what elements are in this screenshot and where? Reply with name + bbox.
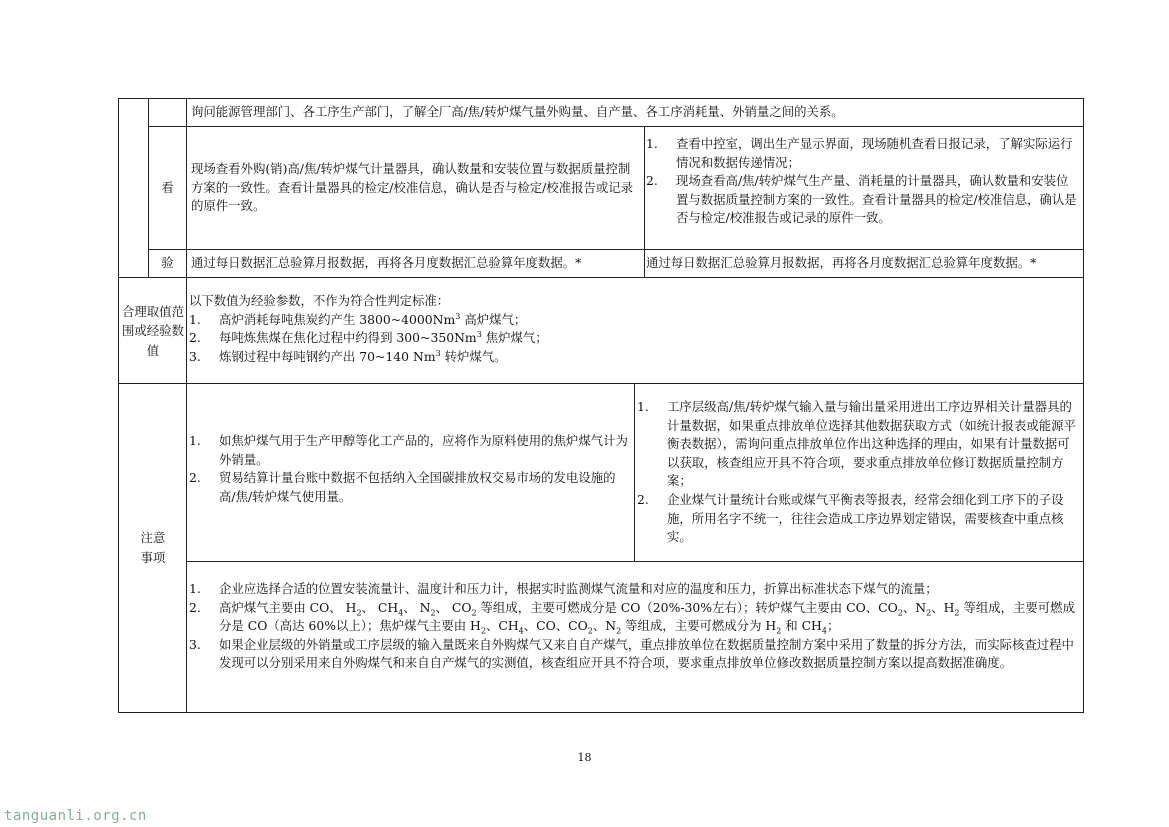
superscript: 3 <box>476 330 482 340</box>
list-item <box>189 311 1079 330</box>
list-text: 企业煤气计量统计台账或煤气平衡表等报表，经常会细化到工序下的子设施，所用名字不统一，往往会造成工序边界划定错误，需要核查中重点核实。 <box>667 492 1064 545</box>
verify-label-cell <box>149 250 186 277</box>
list-item <box>189 599 1079 636</box>
notes-label-cell <box>135 528 171 568</box>
superscript: 3 <box>435 348 441 358</box>
list-number: 2. <box>189 330 201 346</box>
notes-bottom-cell <box>187 580 1083 705</box>
list-number: 3. <box>189 348 201 364</box>
notes-left-cell <box>187 432 633 552</box>
ask-text: 询问能源管理部门、各工序生产部门，了解全厂高/焦/转炉煤气量外购量、自产量、各工序消耗量、外销量之间的关系。 <box>191 104 844 120</box>
list-item <box>189 636 1079 673</box>
list-number: 1. <box>189 581 201 596</box>
verify-right-cell <box>645 250 1083 277</box>
list-text: 贸易结算计量台账中数据不包括纳入全国碳排放权交易市场的发电设施的高/焦/转炉煤气使用量。 <box>219 470 616 504</box>
list-text: 高炉煤气； <box>460 311 527 327</box>
list-number: 1. <box>189 433 201 448</box>
list-text: 每吨炼焦煤在焦化过程中约得到 300~350Nm <box>219 330 477 346</box>
range-list <box>189 311 1079 367</box>
notes-left-list <box>189 432 630 506</box>
list-item <box>189 329 1079 348</box>
list-item <box>189 348 1079 367</box>
list-item <box>637 398 1079 491</box>
list-text: 工序层级高/焦/转炉煤气输入量与输出量采用进出工序边界相关计量器具的计量数据，如果重点排放单位选择其他数据获取方式（如统计报表或能源平衡表数据），需询问重点排放单位作出这种选择的理由，如果有计量数据可以获取，核查组应开具不符合项，要求重点排放单位修订数据质量控制方案； <box>667 399 1076 489</box>
list-number: 3. <box>189 636 201 652</box>
list-item <box>189 580 1079 599</box>
look-left-cell <box>187 127 644 249</box>
notes-right-cell <box>635 398 1082 558</box>
list-text: 如焦炉煤气用于生产甲醇等化工产品的，应将作为原料使用的焦炉煤气计为外销量。 <box>219 433 628 467</box>
list-text: 炼钢过程中每吨钢约产出 70~140 Nm <box>219 348 436 364</box>
verify-label: 验 <box>161 255 174 271</box>
look-left-text: 现场查看外购(销)高/焦/转炉煤气计量器具，确认数量和安装位置与数据质量控制方案的一致性。查看计量器具的检定/校准信息，确认是否与检定/校准报告或记录的原件一致。 <box>191 161 634 214</box>
ask-row-text <box>187 99 1083 126</box>
list-text: 查看中控室，调出生产显示界面，现场随机查看日报记录，了解实际运行情况和数据传递情况； <box>676 136 1073 170</box>
list-number: 2. <box>189 470 201 486</box>
list-number: 1. <box>189 311 201 327</box>
list-item <box>189 432 630 469</box>
list-number: 2. <box>637 492 649 508</box>
list-text: 现场查看高/焦/转炉煤气生产量、消耗量的计量器具，确认数量和安装位置与数据质量控制方案的一致性。查看计量器具的检定/校准信息，确认是否与检定/校准报告或记录的原件一致。 <box>676 173 1077 226</box>
look-label-cell <box>149 127 186 249</box>
look-right-list <box>646 135 1079 228</box>
watermark: tanguanli.org.cn <box>4 808 147 824</box>
list-text: 焦炉煤气； <box>481 330 548 346</box>
look-right-cell <box>645 135 1082 247</box>
superscript: 3 <box>455 311 461 321</box>
verify-left-cell <box>187 250 644 277</box>
list-text: 高炉煤气主要由 CO、 $H_2$、 $CH_4$、 $N_2$、 $CO_2$ 等组成，主要可燃成分是 CO（20%-30%左右）；转炉煤气主要由 CO、$CO_2$、$N_2$、$H_2$ 等组成，主要可燃成分是 CO（高达 60%以上）；焦炉煤气主要由 $H_2$、$CH_4$、CO、$CO_2$、$N_2$ 等组成，主要可燃成分为 $H_2$ 和 $CH_4$； <box>219 599 1075 636</box>
list-item <box>646 135 1079 172</box>
verify-right-text: 通过每日数据汇总验算月报数据，再将各月度数据汇总验算年度数据。* <box>646 255 1037 271</box>
list-text: 企业应选择合适的位置安装流量计、温度计和压力计，根据实时监测煤气流量和对应的温度和压力，折算出标准状态下煤气的流量； <box>219 581 938 596</box>
page-number: 18 <box>577 751 592 764</box>
list-item <box>646 172 1079 228</box>
range-label: 合理取值范围或经验数值 <box>122 304 184 358</box>
list-item <box>637 491 1079 547</box>
notes-right-list <box>637 398 1079 547</box>
list-text: 转炉煤气。 <box>440 348 507 364</box>
list-number: 1. <box>646 136 658 151</box>
list-text: 高炉消耗每吨焦炭约产生 3800~4000Nm <box>219 311 456 327</box>
list-number: 2. <box>646 173 658 189</box>
notes-bottom-list <box>189 580 1079 673</box>
range-label-cell <box>120 295 186 367</box>
range-intro: 以下数值为经验参数，不作为符合性判定标准： <box>189 293 450 308</box>
list-number: 2. <box>189 599 201 615</box>
list-text: 如果企业层级的外销量或工序层级的输入量既来自外购煤气又来自自产煤气，重点排放单位在数据质量控制方案中采用了数量的拆分方法，而实际核查过程中发现可以分别采用来自外购煤气和来自自产煤气的实测值，核查组应开具不符合项，要求重点排放单位修改数据质量控制方案以提高数据准确度。 <box>219 636 1074 671</box>
look-label: 看 <box>161 179 174 195</box>
list-item <box>189 469 630 506</box>
notes-label: 注意事项 <box>140 530 166 565</box>
verify-left-text: 通过每日数据汇总验算月报数据，再将各月度数据汇总验算年度数据。* <box>191 255 582 271</box>
range-content-cell <box>187 292 1083 380</box>
list-number: 1. <box>637 399 649 414</box>
